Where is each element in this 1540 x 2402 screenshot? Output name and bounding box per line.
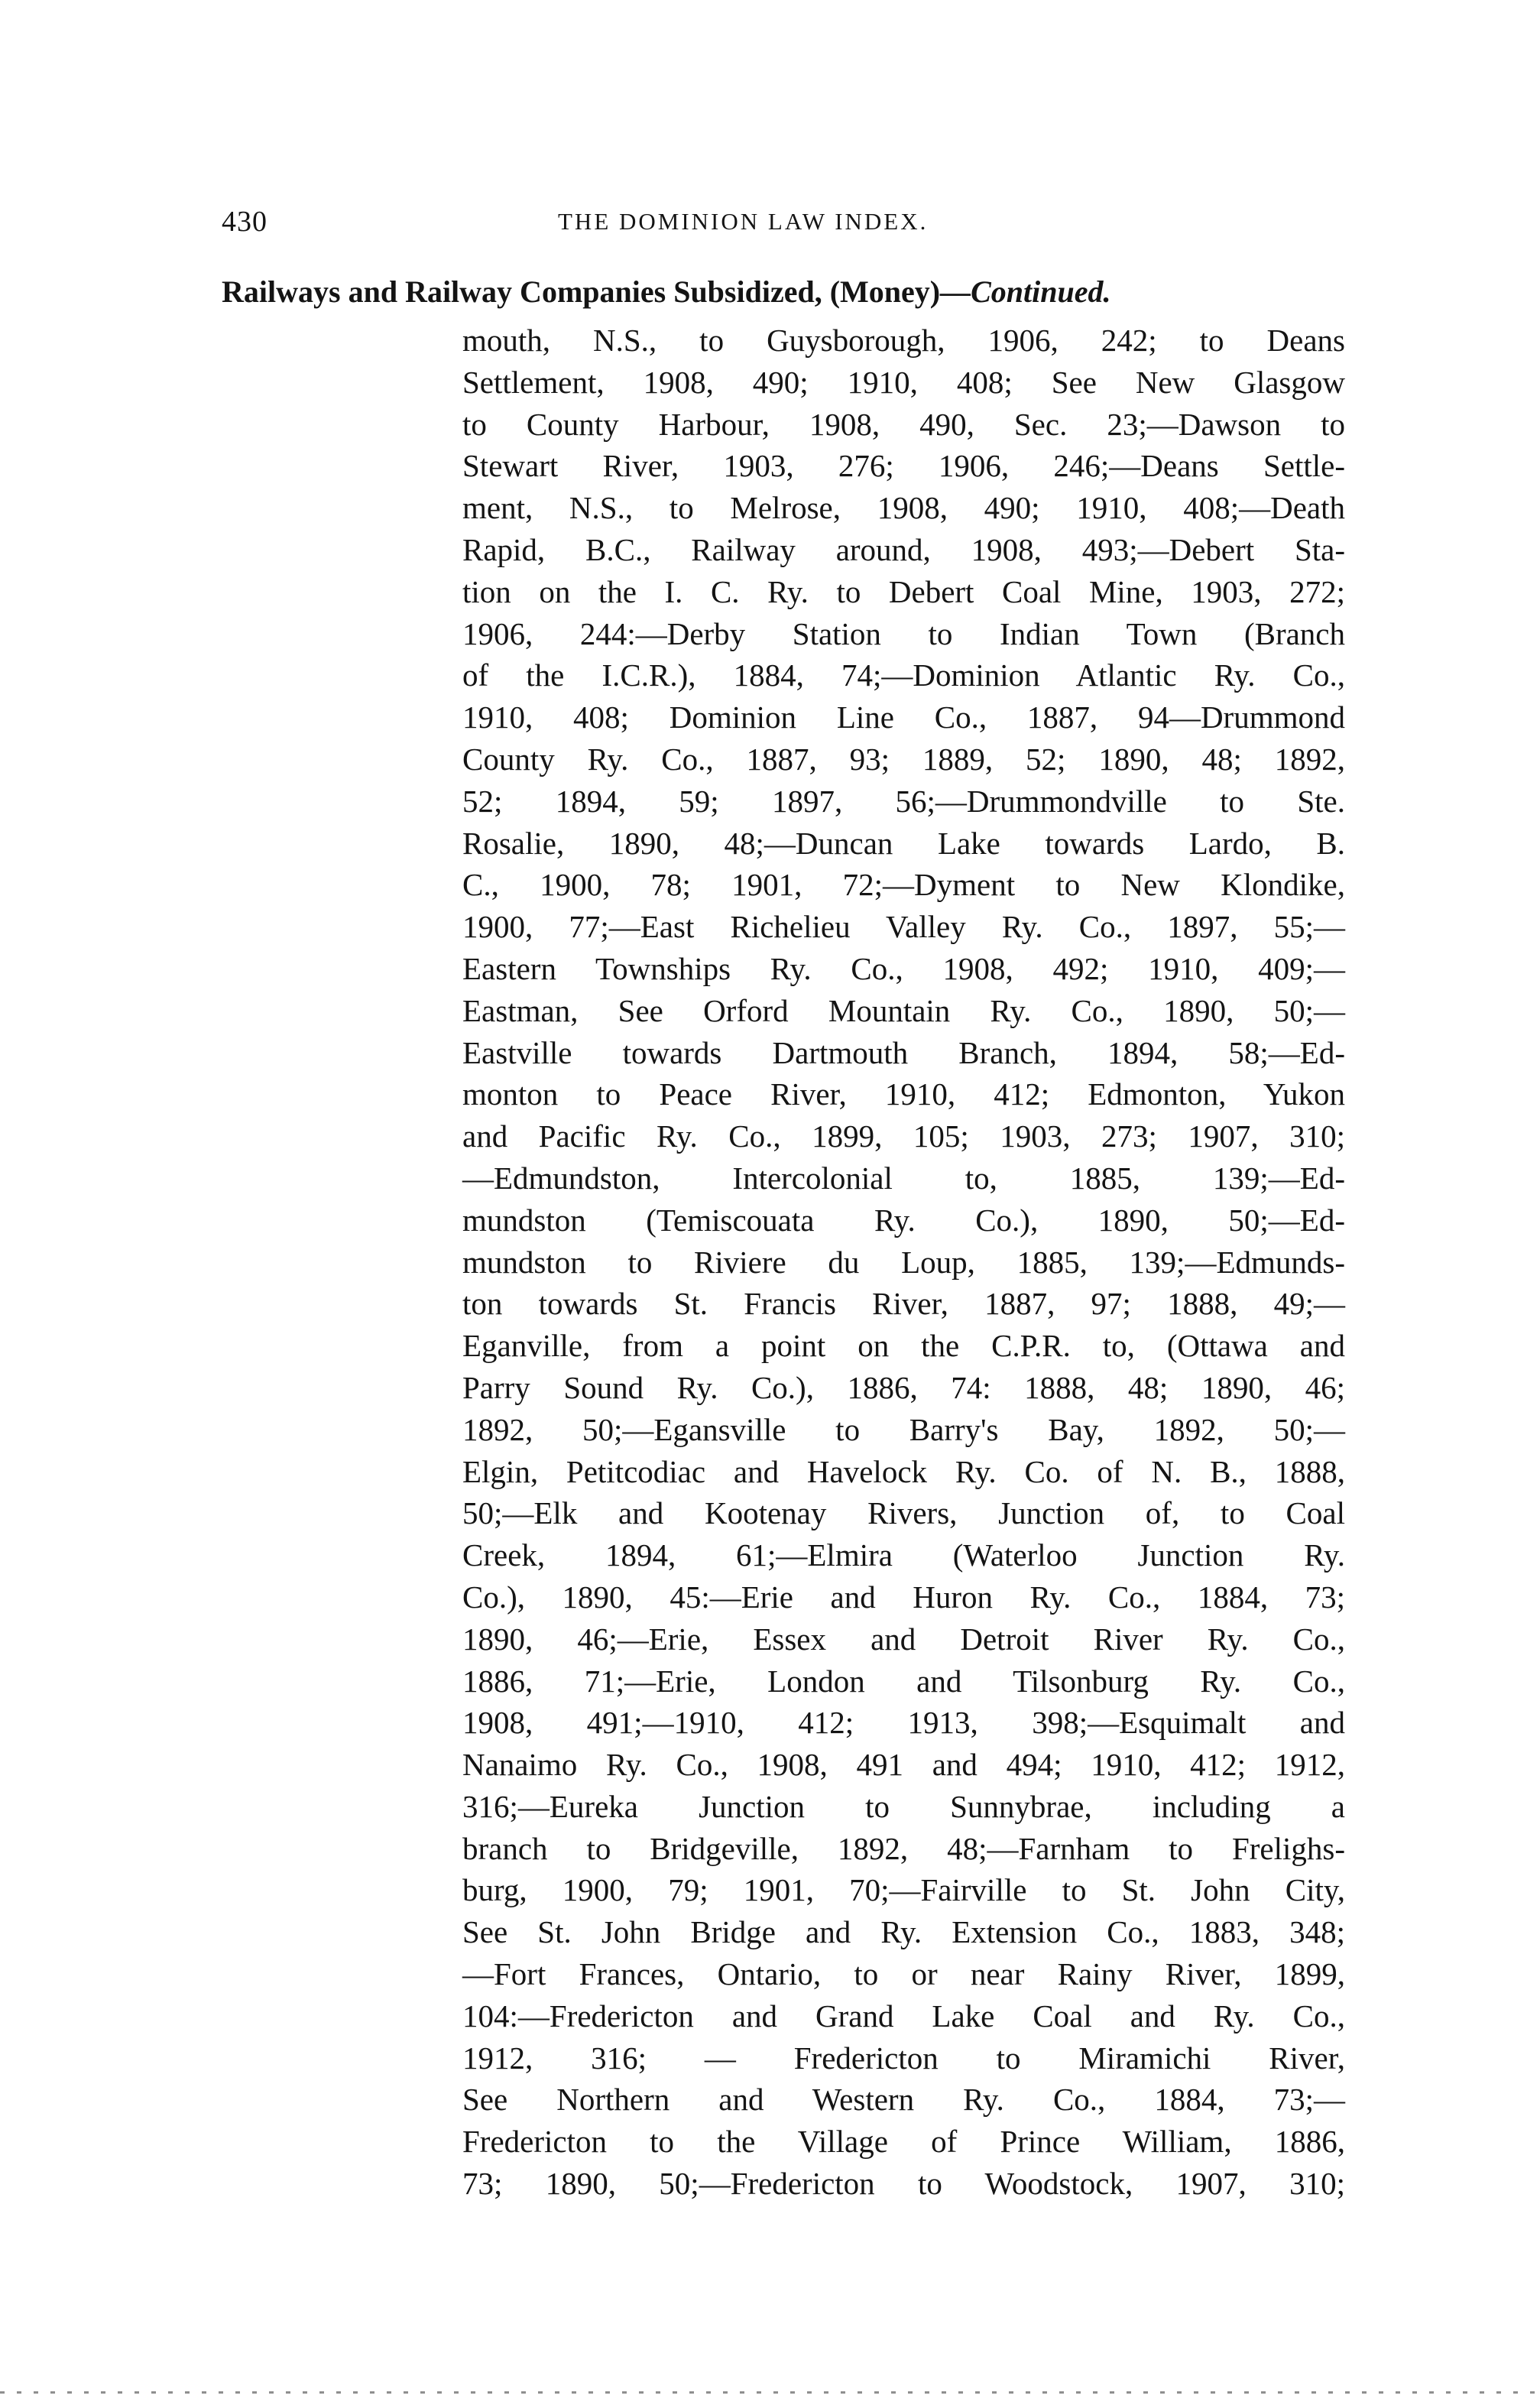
text-line: Eganville, from a point on the C.P.R. to, (Ottawa and (462, 1328, 1345, 1364)
text-line: Rapid, B.C., Railway around, 1908, 493;—Debert Sta- (462, 531, 1345, 567)
text-line: Stewart River, 1903, 276; 1906, 246;—Deans Settle- (462, 448, 1345, 484)
text-line: ment, N.S., to Melrose, 1908, 490; 1910, 408;—Death (462, 490, 1345, 526)
text-line: See Northern and Western Ry. Co., 1884, 73;— (462, 2082, 1345, 2118)
text-line: C., 1900, 78; 1901, 72;—Dyment to New Klondike, (462, 867, 1345, 903)
text-line: Eastman, See Orford Mountain Ry. Co., 1890, 50;— (462, 992, 1345, 1028)
section-heading-continued: —Continued. (940, 274, 1111, 309)
text-line: See St. John Bridge and Ry. Extension Co., 1883, 348; (462, 1914, 1345, 1950)
text-line: 1886, 71;—Erie, London and Tilsonburg Ry. Co., (462, 1663, 1345, 1699)
text-line: 52; 1894, 59; 1897, 56;—Drummondville to Ste. (462, 783, 1345, 819)
section-heading-title: Railways and Railway Companies Subsidized, (Money) (222, 274, 941, 309)
text-line: burg, 1900, 79; 1901, 70;—Fairville to St. John City, (462, 1872, 1345, 1908)
text-line: 1900, 77;—East Richelieu Valley Ry. Co., 1897, 55;— (462, 909, 1345, 945)
text-line: Nanaimo Ry. Co., 1908, 491 and 494; 1910, 412; 1912, (462, 1747, 1345, 1783)
text-line: 1906, 244:—Derby Station to Indian Town (Branch (462, 615, 1345, 651)
text-line: tion on the I. C. Ry. to Debert Coal Mine, 1903, 272; (462, 573, 1345, 609)
text-line: branch to Bridgeville, 1892, 48;—Farnham to Frelighs- (462, 1830, 1345, 1866)
text-line: ton towards St. Francis River, 1887, 97; 1888, 49;— (462, 1286, 1345, 1322)
text-line: to County Harbour, 1908, 490, Sec. 23;—Dawson to (462, 406, 1345, 442)
page-bottom-edge (0, 2391, 1540, 2394)
text-line: Creek, 1894, 61;—Elmira (Waterloo Junction Ry. (462, 1537, 1345, 1573)
text-line: Co.), 1890, 45:—Erie and Huron Ry. Co., 1884, 73; (462, 1579, 1345, 1615)
running-head: THE DOMINION LAW INDEX. (558, 208, 929, 235)
text-line: mundston to Riviere du Loup, 1885, 139;—Edmunds- (462, 1244, 1345, 1280)
text-line: mouth, N.S., to Guysborough, 1906, 242; to Deans (462, 323, 1345, 358)
page-number: 430 (222, 206, 267, 238)
text-line: and Pacific Ry. Co., 1899, 105; 1903, 273; 1907, 310; (462, 1118, 1345, 1154)
text-line: Parry Sound Ry. Co.), 1886, 74: 1888, 48; 1890, 46; (462, 1369, 1345, 1405)
text-line: 1910, 408; Dominion Line Co., 1887, 94—Drummond (462, 700, 1345, 735)
text-line: Settlement, 1908, 490; 1910, 408; See New Glasgow (462, 364, 1345, 400)
text-line: Elgin, Petitcodiac and Havelock Ry. Co. of N. B., 1888, (462, 1453, 1345, 1489)
text-line: mundston (Temiscouata Ry. Co.), 1890, 50;—Ed- (462, 1202, 1345, 1238)
text-line: 1912, 316; — Fredericton to Miramichi River, (462, 2040, 1345, 2076)
text-line: —Edmundston, Intercolonial to, 1885, 139;—Ed- (462, 1160, 1345, 1196)
text-line: 1892, 50;—Egansville to Barry's Bay, 1892, 50;— (462, 1411, 1345, 1447)
index-entry-text (462, 320, 1345, 2205)
text-line: —Fort Frances, Ontario, to or near Rainy River, 1899, (462, 1956, 1345, 1992)
text-line: 104:—Fredericton and Grand Lake Coal and Ry. Co., (462, 1998, 1345, 2034)
text-line: 316;—Eureka Junction to Sunnybrae, including a (462, 1788, 1345, 1824)
section-heading (222, 274, 1111, 310)
text-line: 50;—Elk and Kootenay Rivers, Junction of, to Coal (462, 1495, 1345, 1531)
text-line: 1908, 491;—1910, 412; 1913, 398;—Esquimalt and (462, 1705, 1345, 1741)
text-line: Fredericton to the Village of Prince William, 1886, (462, 2124, 1345, 2160)
text-line: Eastville towards Dartmouth Branch, 1894, 58;—Ed- (462, 1034, 1345, 1070)
text-line: 1890, 46;—Erie, Essex and Detroit River Ry. Co., (462, 1621, 1345, 1657)
text-line: County Ry. Co., 1887, 93; 1889, 52; 1890, 48; 1892, (462, 741, 1345, 777)
text-line: Eastern Townships Ry. Co., 1908, 492; 1910, 409;— (462, 950, 1345, 986)
text-line: monton to Peace River, 1910, 412; Edmonton, Yukon (462, 1076, 1345, 1112)
text-line: Rosalie, 1890, 48;—Duncan Lake towards Lardo, B. (462, 825, 1345, 861)
text-line: 73; 1890, 50;—Fredericton to Woodstock, 1907, 310; (462, 2166, 1345, 2202)
text-line: of the I.C.R.), 1884, 74;—Dominion Atlantic Ry. Co., (462, 657, 1345, 693)
